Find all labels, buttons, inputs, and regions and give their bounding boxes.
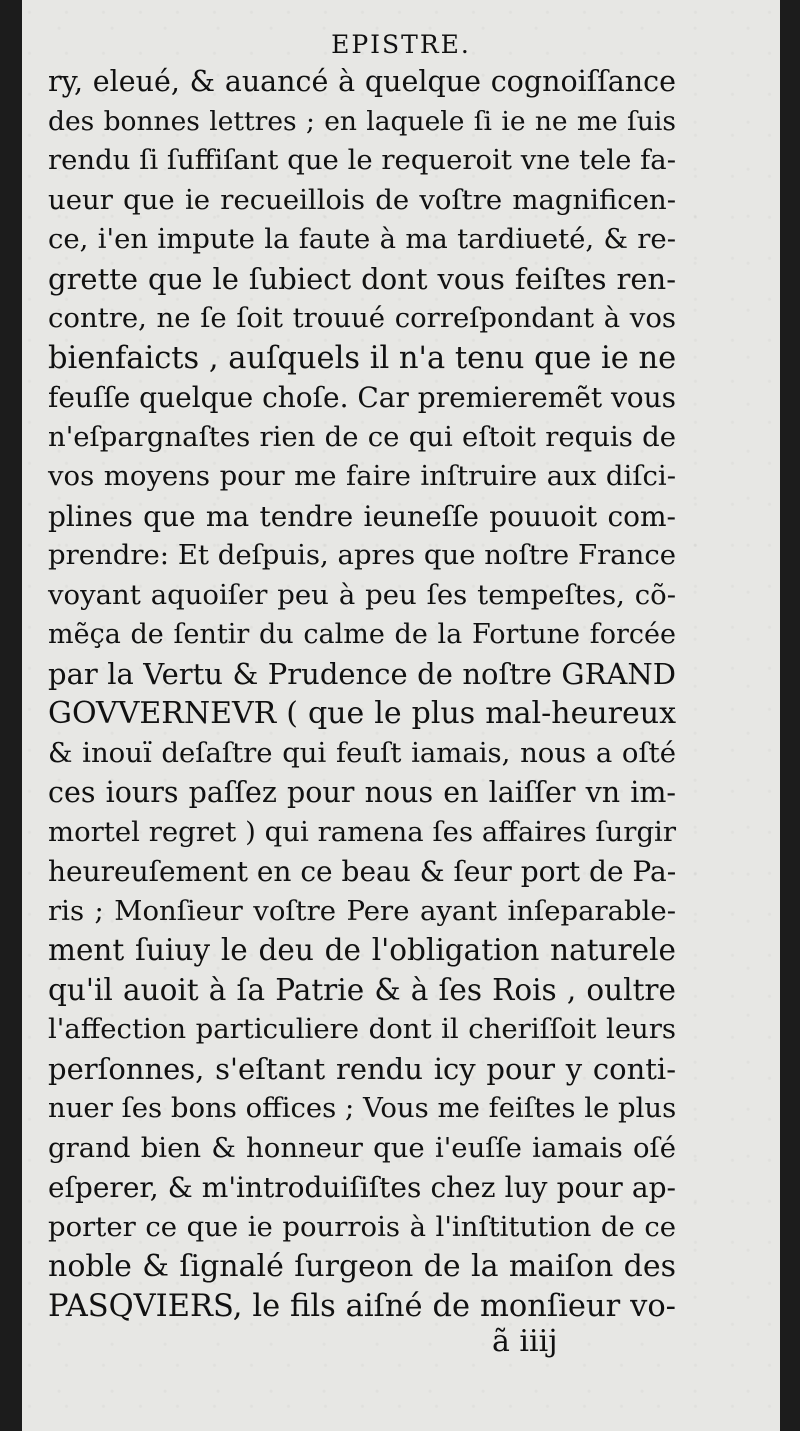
text-line: bienfaicts , auſquels il n'a tenu que ie ne bbox=[48, 340, 677, 376]
text-line: noble & ſignalé ſurgeon de la maiſon des bbox=[48, 1249, 676, 1284]
text-line: ueur que ie recueillois de voſtre magnificen- bbox=[48, 183, 676, 216]
text-line: plines que ma tendre ieuneſſe pouuoit com- bbox=[48, 499, 676, 533]
text-line: mortel regret ) qui ramena ſes affaires ſurgir bbox=[48, 815, 676, 848]
text-line: des bonnes lettres ; en laquele ſi ie ne me ſuis bbox=[48, 105, 676, 137]
text-line: PASQVIERS, le fils aiſné de monſieur vo- bbox=[48, 1288, 676, 1324]
text-line: voyant aquoiſer peu à peu ſes tempeſtes, cõ- bbox=[48, 578, 676, 611]
text-line: vos moyens pour me faire inſtruire aux diſci- bbox=[48, 460, 676, 492]
text-line: heureuſement en ce beau & ſeur port de Pa- bbox=[48, 855, 677, 888]
text-line: feuſſe quelque choſe. Car premieremẽt vous bbox=[48, 381, 677, 414]
text-line: & inouï deſaſtre qui feuſt iamais, nous a oſté bbox=[48, 736, 676, 769]
text-line: ce, i'en impute la faute à ma tardiueté, & re- bbox=[48, 223, 676, 255]
text-line: ris ; Monſieur voſtre Pere ayant inſeparable- bbox=[48, 894, 676, 927]
text-line: grette que le ſubiect dont vous feiſtes ren- bbox=[48, 261, 676, 296]
text-line: par la Vertu & Prudence de noſtre GRAND bbox=[48, 656, 676, 691]
text-line: contre, ne ſe ſoit trouué correſpondant à vos bbox=[48, 302, 676, 334]
text-line: l'affection particuliere dont il cheriſſoit leurs bbox=[48, 1013, 676, 1045]
book-page bbox=[22, 0, 780, 1431]
text-line: porter ce que ie pourrois à l'inſtitution de ce bbox=[48, 1210, 676, 1243]
text-line: GOVVERNEVR ( que le plus mal-heureux bbox=[48, 696, 676, 731]
text-line: eſperer, & m'introduiſiſtes chez luy pour ap- bbox=[48, 1171, 676, 1204]
text-line: ment ſuiuy le deu de l'obligation naturele bbox=[48, 933, 676, 967]
text-line: perſonnes, s'eſtant rendu icy pour y conti- bbox=[48, 1051, 676, 1086]
text-line: rendu ſi ſuffiſant que le requeroit vne tele fa- bbox=[48, 144, 676, 176]
running-head: EPISTRE. bbox=[331, 30, 471, 59]
text-line: nuer ſes bons offices ; Vous me feiſtes le plus bbox=[48, 1092, 677, 1124]
text-line: ces iours paſſez pour nous en laiſſer vn im- bbox=[48, 776, 676, 809]
text-line: prendre: Et deſpuis, apres que noſtre France bbox=[48, 539, 676, 571]
text-line: mẽça de ſentir du calme de la Fortune forcée bbox=[48, 619, 676, 650]
text-line: grand bien & honneur que i'euſſe iamais oſé bbox=[48, 1131, 676, 1164]
text-line: n'eſpargnaſtes rien de ce qui eſtoit requis de bbox=[48, 420, 676, 453]
body-text bbox=[48, 62, 676, 1326]
text-line: ry, eleué, & auancé à quelque cognoiſſance bbox=[48, 65, 676, 98]
text-line: qu'il auoit à ſa Patrie & à ſes Rois , oultre bbox=[48, 972, 676, 1007]
signature-catchword: ã iiij bbox=[492, 1324, 558, 1359]
